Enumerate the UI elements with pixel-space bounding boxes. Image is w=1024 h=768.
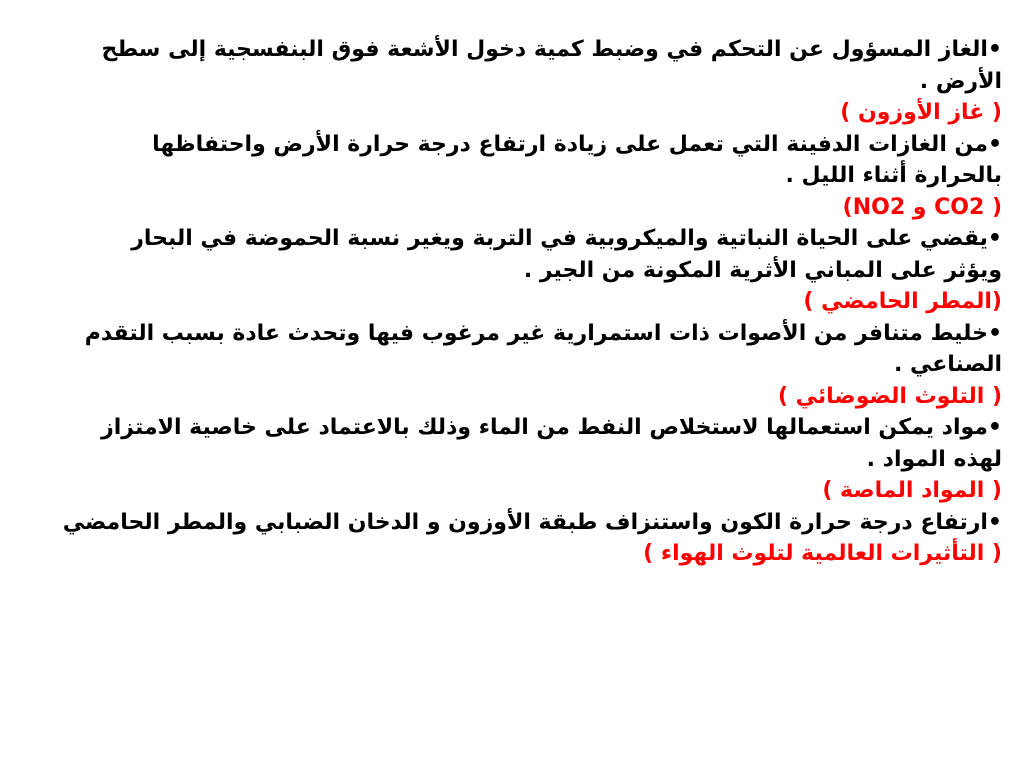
question-5-line-2: لهذه المواد . [866, 446, 1002, 472]
question-3-line-2: ويؤثر على المباني الأثرية المكونة من الجير . [523, 257, 1002, 283]
question-3-line-1: •يقضي على الحياة النباتية والميكروبية في التربة ويغير نسبة الحموضة في البحار [131, 226, 1002, 251]
question-4-line-1: •خليط متنافر من الأصوات ذات استمرارية غير مرغوب فيها وتحدث عادة بسبب التقدم [84, 320, 1002, 346]
answer-5: ( المواد الماصة ) [822, 478, 1002, 503]
answer-3: (المطر الحامضي ) [803, 289, 1002, 314]
answer-6: ( التأثيرات العالمية لتلوث الهواء ) [643, 541, 1002, 566]
question-6-line-1: •ارتفاع درجة حرارة الكون واستنزاف طبقة الأوزون و الدخان الضبابي والمطر الحامضي [62, 509, 1002, 535]
question-2-line-2: بالحرارة أثناء الليل . [785, 163, 1002, 188]
slide-content [26, 34, 1002, 570]
answer-1: ( غاز الأوزون ) [840, 100, 1002, 125]
question-4-line-2: الصناعي . [893, 352, 1002, 377]
question-2-line-1: •من الغازات الدفينة التي تعمل على زيادة ارتفاع درجة حرارة الأرض واحتفاظها [152, 131, 1002, 157]
question-5-line-1: •مواد يمكن استعمالها لاستخلاص النفط من الماء وذلك بالاعتماد على خاصية الامتزاز [101, 415, 1002, 440]
question-1-line-1: •الغاز المسؤول عن التحكم في وضبط كمية دخول الأشعة فوق البنفسجية إلى سطح [101, 37, 1002, 62]
answer-4: ( التلوث الضوضائي ) [777, 383, 1002, 409]
question-1-line-2: الأرض . [919, 68, 1002, 94]
answer-2: ( CO2 و NO2) [842, 194, 1002, 220]
